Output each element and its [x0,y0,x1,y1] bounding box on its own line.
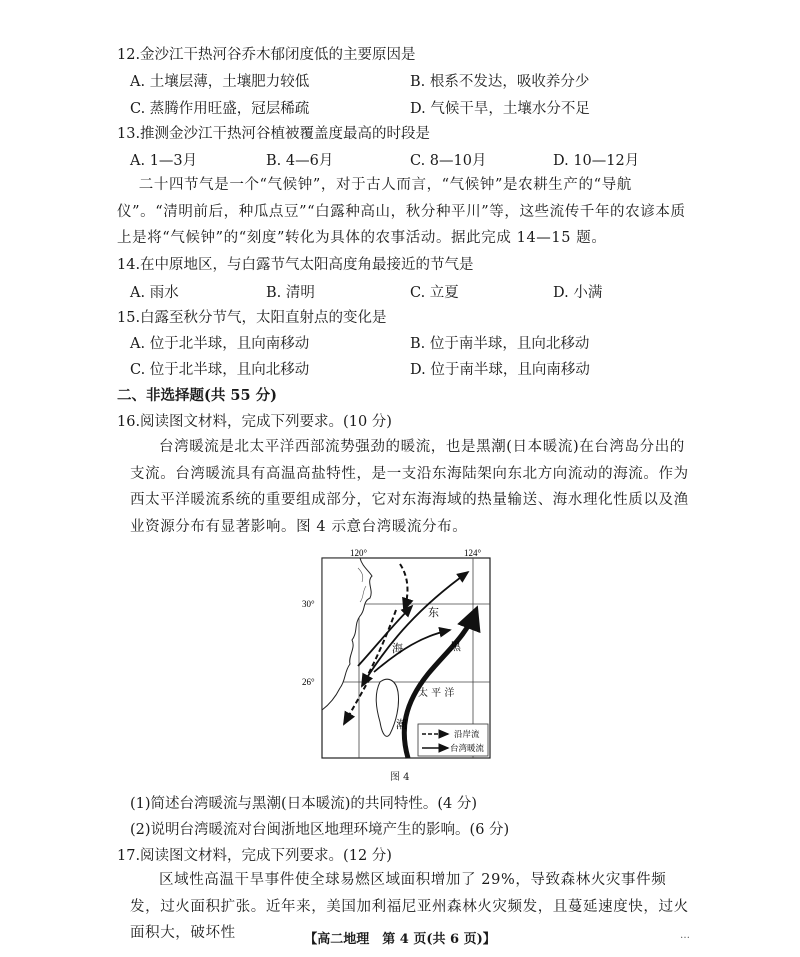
q15-option-b: B. 位于南半球，且向北移动 [410,336,590,352]
q13-stem: 13.推测金沙江干热河谷植被覆盖度最高的时段是 [117,126,431,142]
q13-option-d: D. 10—12月 [553,153,640,169]
q12-option-b: B. 根系不发达，吸收养分少 [410,74,590,90]
q12-option-c: C. 蒸腾作用旺盛，冠层稀疏 [130,101,310,117]
coastal-current-2 [362,610,396,686]
q17-material: 区域性高温干旱事件使全球易燃区域面积增加了 29%，导致森林火灾事件频发，过火面积扩张。近年来，美国加利福尼亚州森林火灾频发，且蔓延速度快，过火面积大，破坏性 [130,872,689,941]
q14-option-c: C. 立夏 [410,285,459,301]
lat-30-label: 30° [302,599,315,609]
q14-option-a: A. 雨水 [130,285,179,301]
map-label-dong: 东 [428,606,439,619]
map-label-hai: 海 [392,642,403,655]
legend-taiwan-label: 台湾暖流 [450,744,485,754]
q15-option-d: D. 位于南半球，且向南移动 [410,362,590,378]
figure-4-caption: 图 4 [390,772,410,783]
q16-stem: 16.阅读图文材料，完成下列要求。(10 分) [117,414,392,430]
q15-option-c: C. 位于北半球，且向北移动 [130,362,310,378]
section-2-heading: 二、非选择题(共 55 分) [117,387,277,404]
coastal-current-1 [400,564,407,610]
q12-stem: 12.金沙江干热河谷乔木郁闭度低的主要原因是 [117,47,416,63]
map-label-pacific: 太 平 洋 [418,688,455,699]
figure-4-taiwan-warm-current-map [300,546,500,776]
map-label-hei: 黑 [450,640,461,653]
legend-coastal-label: 沿岸流 [454,730,480,740]
q17-stem: 17.阅读图文材料，完成下列要求。(12 分) [117,848,392,864]
map-svg [300,546,500,776]
lon-120-label: 120° [350,548,368,558]
taiwan-warm-current-1 [368,572,468,676]
corner-mark: … [680,930,690,941]
q16-sub2: (2)说明台湾暖流对台闽浙地区地理环境产生的影响。(6 分) [130,822,510,838]
lon-124-label: 124° [464,548,482,558]
q16-material: 台湾暖流是北太平洋西部流势强劲的暖流，也是黑潮(日本暖流)在台湾岛分出的支流。台湾暖流具有高温高盐特性，是一支沿东海陆架向东北方向流动的海流。作为西太平洋暖流系统的重要组成部分，它对东海海域的热量输送、海水理化性质以及渔业资源分布有显著影响。图 4 示意台湾暖流分布。 [130,439,689,535]
q14-stem: 14.在中原地区，与白露节气太阳高度角最接近的节气是 [117,257,474,273]
q14-option-d: D. 小满 [553,285,603,301]
q12-option-a: A. 土壤层薄，土壤肥力较低 [130,74,310,90]
intro-14-15-paragraph: 二十四节气是一个“气候钟”，对于古人而言，“气候钟”是农耕生产的“导航仪”。“清明前后，种瓜点豆”“白露种高山，秋分种平川”等，这些流传千年的农谚本质上是将“气候钟”的“刻度”转化为具体的农事活动。据此完成 14—15 题。 [117,177,686,246]
q16-sub1: (1)简述台湾暖流与黑潮(日本暖流)的共同特性。(4 分) [130,796,477,812]
q12-option-d: D. 气候干旱，土壤水分不足 [410,101,590,117]
q13-option-c: C. 8—10月 [410,153,487,169]
q15-stem: 15.白露至秋分节气，太阳直射点的变化是 [117,310,387,326]
q13-option-b: B. 4—6月 [266,153,334,169]
q15-option-a: A. 位于北半球，且向南移动 [130,336,310,352]
page-footer: 【高二地理 第 4 页(共 6 页)】 [304,932,496,947]
q13-option-a: A. 1—3月 [130,153,198,169]
lat-26-label: 26° [302,677,315,687]
coastal-current-3 [344,678,370,724]
taiwan-warm-current-3 [358,606,412,666]
map-label-chao: 潮 [396,718,407,731]
q14-option-b: B. 清明 [266,285,315,301]
